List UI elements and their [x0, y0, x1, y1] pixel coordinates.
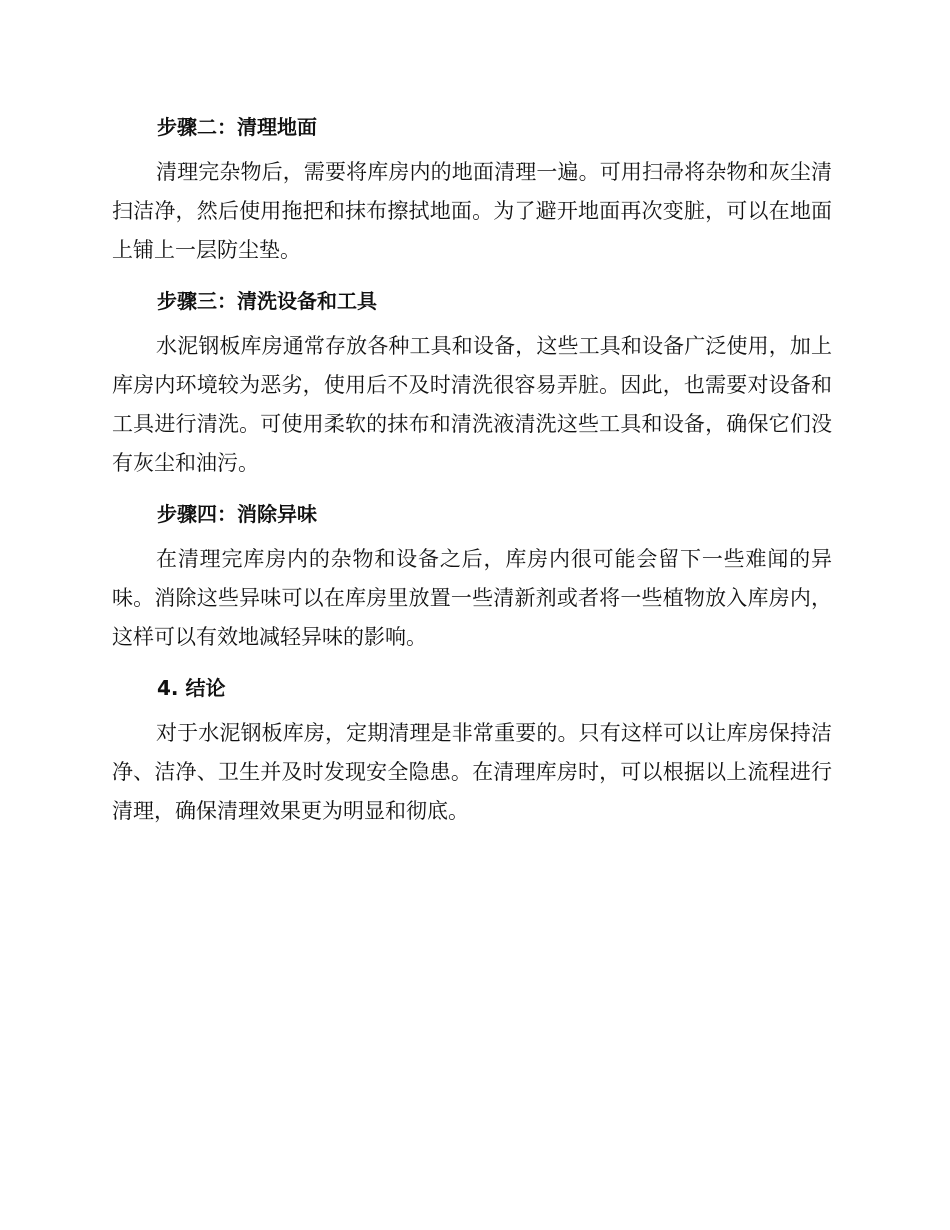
section-heading: 步骤二：清理地面	[157, 115, 317, 139]
document-page	[112, 108, 832, 843]
section-heading: 4. 结论	[157, 676, 226, 700]
section-step-three	[112, 282, 832, 483]
section-paragraph: 清理完杂物后，需要将库房内的地面清理一遍。可用扫帚将杂物和灰尘清扫洁净，然后使用拖把和抹布擦拭地面。为了避开地面再次变脏，可以在地面上铺上一层防尘垫。	[112, 160, 832, 262]
section-heading: 步骤三：清洗设备和工具	[157, 289, 377, 313]
section-heading: 步骤四：消除异味	[157, 502, 317, 526]
section-conclusion	[112, 669, 832, 831]
section-step-two	[112, 108, 832, 270]
section-paragraph: 对于水泥钢板库房，定期清理是非常重要的。只有这样可以让库房保持洁净、洁净、卫生并及时发现安全隐患。在清理库房时，可以根据以上流程进行清理，确保清理效果更为明显和彻底。	[112, 721, 832, 823]
section-step-four	[112, 495, 832, 657]
section-paragraph: 水泥钢板库房通常存放各种工具和设备，这些工具和设备广泛使用，加上库房内环境较为恶劣，使用后不及时清洗很容易弄脏。因此，也需要对设备和工具进行清洗。可使用柔软的抹布和清洗液清洗这些工具和设备，确保它们没有灰尘和油污。	[112, 334, 832, 475]
section-paragraph: 在清理完库房内的杂物和设备之后，库房内很可能会留下一些难闻的异味。消除这些异味可以在库房里放置一些清新剂或者将一些植物放入库房内，这样可以有效地减轻异味的影响。	[112, 547, 832, 649]
